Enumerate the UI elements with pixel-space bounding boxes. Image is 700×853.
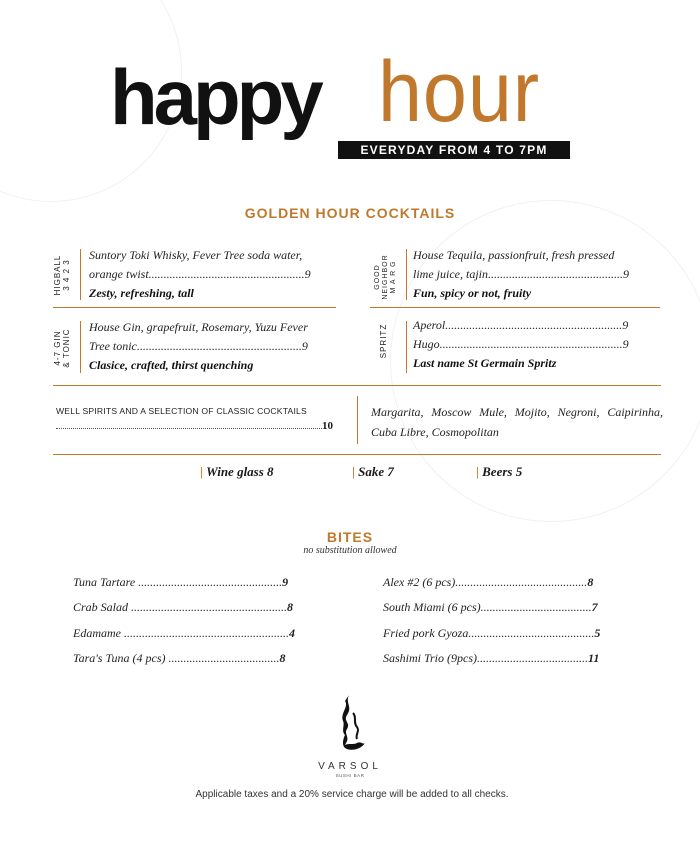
divider: [53, 454, 661, 455]
bite-item: [383, 651, 599, 666]
bite-item: [73, 575, 288, 590]
divider: [406, 249, 407, 300]
bite-name: Tuna Tartare ................................................: [73, 575, 283, 589]
bite-item: [73, 600, 293, 615]
well-spirits-title: WELL SPIRITS AND A SELECTION OF CLASSIC COCKTAILS: [56, 406, 307, 416]
bite-price: 5: [594, 626, 601, 640]
gin-tonic-label: 4-7 GIN & TONIC: [53, 328, 71, 368]
bite-item: [73, 626, 295, 641]
gin-tagline: Clasice, crafted, thirst quenching: [89, 358, 254, 372]
extra-wine: [200, 464, 274, 480]
highball-label: HIGBALL 3 4 2 3: [53, 254, 71, 296]
divider: [406, 321, 407, 373]
spritz-line-1: Aperol...........................................................9: [413, 318, 629, 332]
bite-name: Sashimi Trio (9pcs).....................................: [383, 651, 589, 665]
well-spirits-price: 10: [322, 420, 333, 432]
bite-name: Edamame .......................................................: [73, 626, 289, 640]
divider: [80, 321, 81, 373]
bite-name: Alex #2 (6 pcs)............................................: [383, 575, 588, 589]
divider: [53, 385, 661, 386]
cocktails-title: GOLDEN HOUR COCKTAILS: [244, 205, 456, 221]
bite-item: [73, 651, 285, 666]
extra-beers: [476, 464, 522, 480]
spritz-tagline: Last name St Germain Spritz: [413, 356, 557, 370]
gin-line-2: Tree tonic.......................................................9: [89, 339, 308, 353]
extra-sake: [352, 464, 394, 480]
marg-item: [413, 246, 653, 303]
highball-item: [89, 246, 334, 303]
spritz-line-2: Hugo.............................................................9: [413, 337, 629, 351]
bite-price: 4: [289, 626, 295, 640]
marg-label: GOOD NEIGHBOR M A R G: [374, 254, 397, 300]
extra-sake-label: Sake 7: [358, 464, 394, 479]
gin-line-1: House Gin, grapefruit, Rosemary, Yuzu Fever: [89, 320, 308, 334]
bites-title: BITES: [326, 529, 374, 545]
extra-beers-label: Beers 5: [482, 464, 523, 479]
pipe-divider: |: [476, 464, 479, 479]
hours-banner: EVERYDAY FROM 4 TO 7PM: [338, 141, 570, 159]
pipe-divider: |: [200, 464, 203, 479]
bite-price: 11: [588, 651, 600, 665]
varsol-logo-icon: [335, 693, 367, 755]
bite-name: Tara's Tuna (4 pcs) .....................................: [73, 651, 280, 665]
bite-price: 8: [287, 600, 294, 614]
bite-name: South Miami (6 pcs).....................................: [383, 600, 592, 614]
bite-price: 7: [591, 600, 598, 614]
spritz-label: SPRITZ: [379, 323, 388, 359]
bite-item: [383, 600, 598, 615]
bite-name: Fried pork Gyoza..........................................: [383, 626, 595, 640]
well-spirits-cocktail-list: Margarita, Moscow Mule, Mojito, Negroni, Caipirinha, Cuba Libre, Cosmopolitan: [371, 405, 663, 439]
bites-subtitle: no substitution allowed: [303, 545, 397, 556]
divider: [80, 249, 81, 300]
gin-tonic-item: [89, 318, 334, 375]
bite-price: 9: [282, 575, 289, 589]
divider: [53, 307, 336, 308]
bite-item: [383, 575, 593, 590]
highball-line-1: Suntory Toki Whisky, Fever Tree soda water,: [89, 248, 303, 262]
divider: [370, 307, 660, 308]
well-spirits-leader: [56, 428, 322, 429]
logo-subtitle: SUSHI BAR: [335, 773, 365, 778]
logo-name: VARSOL: [318, 761, 382, 772]
divider: [357, 396, 358, 444]
highball-tagline: Zesty, refreshing, tall: [89, 286, 194, 300]
marg-line-2: lime juice, tajin.............................................9: [413, 267, 629, 281]
footer-note: Applicable taxes and a 20% service charge will be added to all checks.: [195, 789, 509, 800]
title-happy: happy: [110, 53, 320, 141]
pipe-divider: |: [352, 464, 355, 479]
bite-price: 8: [587, 575, 594, 589]
spritz-item: [413, 316, 653, 373]
marg-line-1: House Tequila, passionfruit, fresh pressed: [413, 248, 615, 262]
extra-wine-label: Wine glass 8: [206, 464, 274, 479]
bite-item: [383, 626, 600, 641]
bite-price: 8: [279, 651, 286, 665]
bite-name: Crab Salad ....................................................: [73, 600, 288, 614]
title-hour: hour: [378, 44, 541, 140]
highball-line-2: orange twist....................................................9: [89, 267, 311, 281]
marg-tagline: Fun, spicy or not, fruity: [413, 286, 532, 300]
